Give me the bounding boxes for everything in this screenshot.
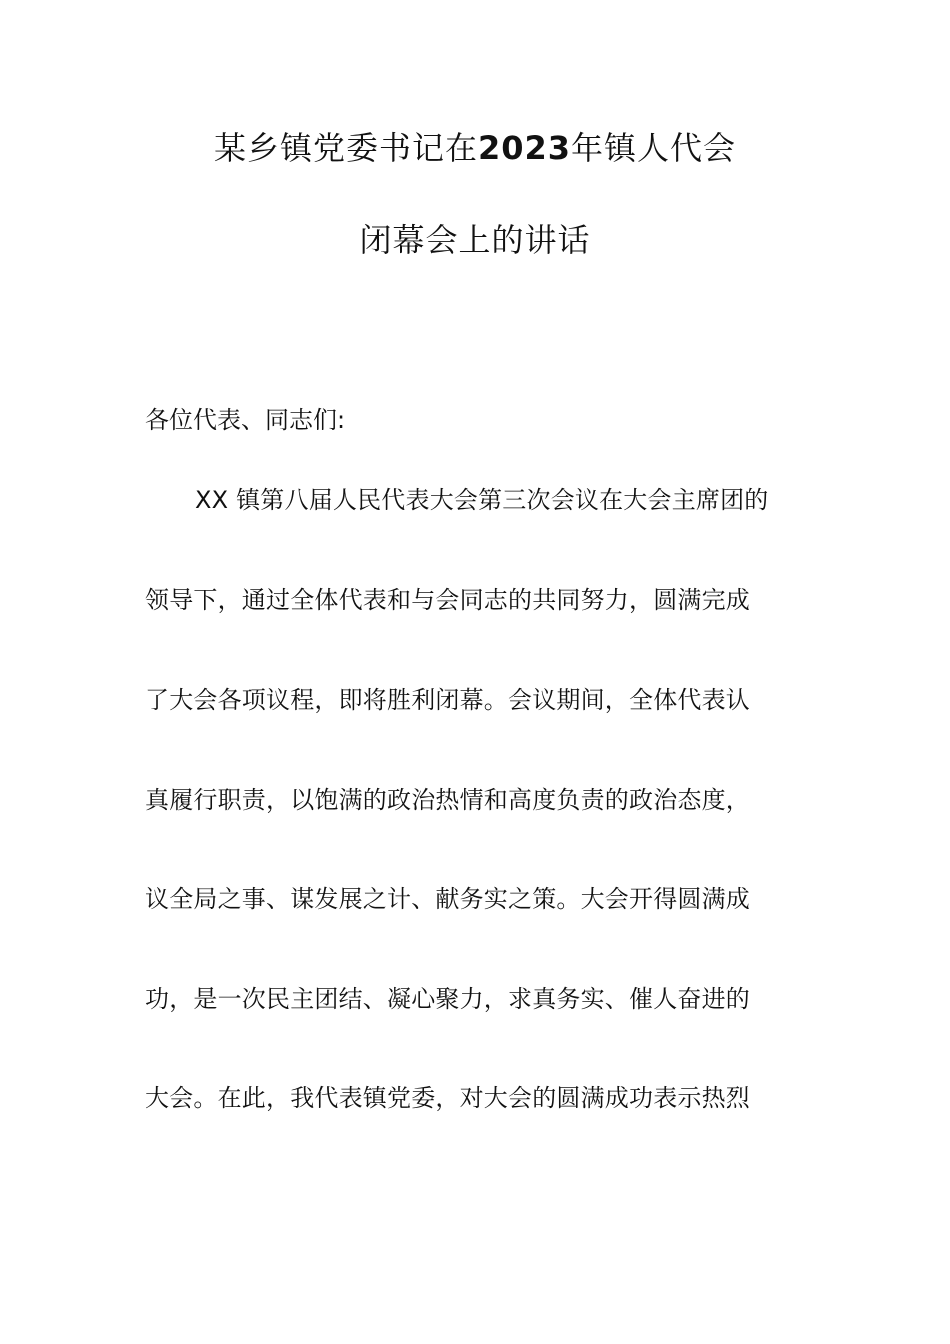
document-title-line-2: 闭幕会上的讲话	[359, 221, 591, 259]
document-title-line-1	[0, 128, 950, 168]
body-line: 功，是一次民主团结、凝心聚力，求真务实、催人奋进的	[145, 985, 750, 1013]
title-text-before-year: 某乡镇党委书记在	[213, 129, 478, 167]
body-line: 大会。在此，我代表镇党委，对大会的圆满成功表示热烈	[145, 1084, 750, 1112]
title-year: 2023	[477, 129, 572, 167]
body-line: 真履行职责，以饱满的政治热情和高度负责的政治态度，	[145, 786, 750, 814]
body-line: 领导下，通过全体代表和与会同志的共同努力，圆满完成	[145, 586, 750, 614]
body-line: XX 镇第八届人民代表大会第三次会议在大会主席团的	[195, 486, 769, 514]
body-line: 议全局之事、谋发展之计、献务实之策。大会开得圆满成	[145, 885, 750, 913]
body-line: 了大会各项议程，即将胜利闭幕。会议期间，全体代表认	[145, 686, 750, 714]
salutation: 各位代表、同志们:	[145, 406, 346, 434]
title-text-after-year: 年镇人代会	[571, 129, 737, 167]
